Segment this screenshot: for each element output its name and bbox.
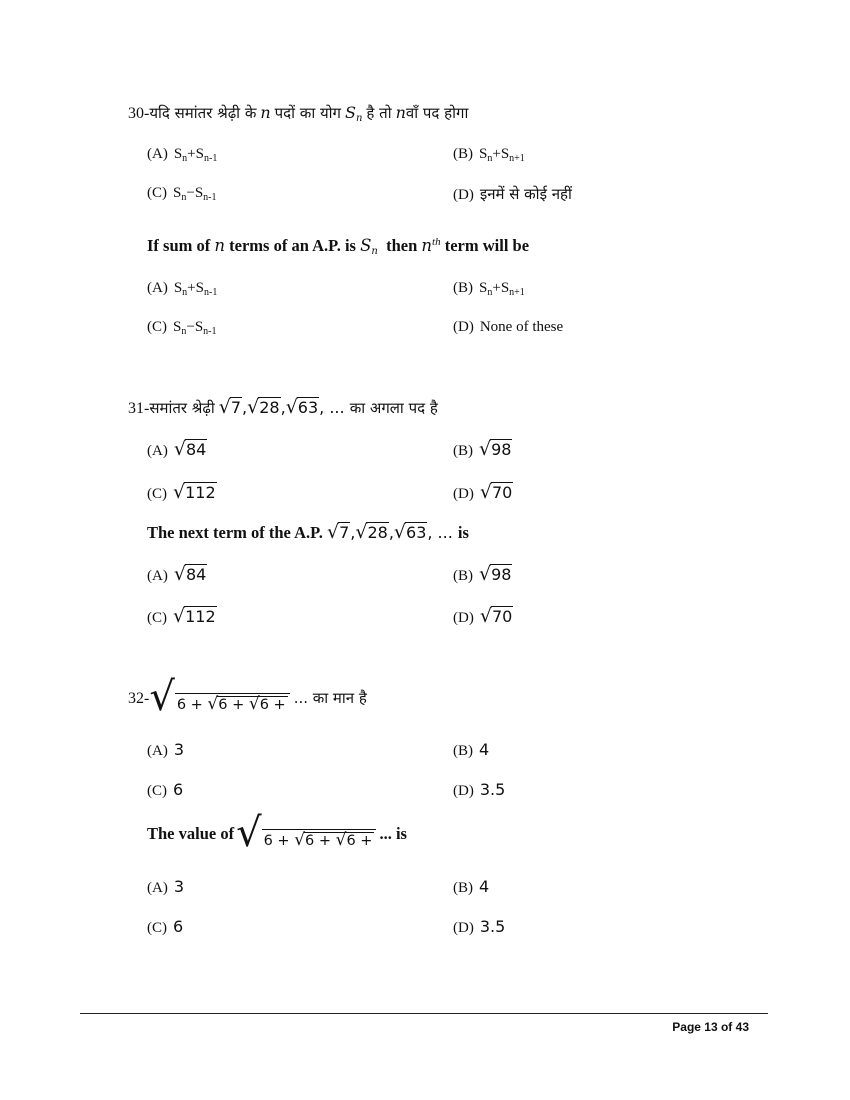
sqrt-icon: √ — [393, 521, 407, 543]
q32-en-option-d: (D) 3.5 — [453, 917, 506, 936]
question-number: 30- — [128, 105, 150, 122]
sqrt-icon: √ — [173, 481, 186, 503]
sqrt-icon: √ — [149, 674, 175, 720]
q32-en-option-a: (A) 3 — [147, 877, 185, 896]
q30-hi-option-d: (D) इनमें से कोई नहीं — [453, 185, 572, 203]
sqrt-icon: √ — [236, 810, 262, 856]
q32-en-option-c: (C) 6 — [147, 917, 184, 936]
q31-en-option-c: (C) √112 — [147, 605, 216, 627]
q30-english-question: If sum of n terms of an A.P. is $S_n$ then $n^{th}$ term will be — [147, 236, 530, 257]
nested-radical: √ 6 + √6 + √6 + — [236, 816, 376, 850]
q32-en-option-b: (B) 4 — [453, 877, 490, 896]
footer-divider — [80, 1013, 768, 1014]
nested-radical: √ 6 + √6 + √6 + — [149, 680, 289, 714]
sqrt-icon: √ — [479, 605, 492, 627]
q32-hi-option-d: (D) 3.5 — [453, 780, 506, 799]
q30-hindi-question: 30-यदि समांतर श्रेढ़ी के n पदों का योग $S_n$ है तो nवाँ पद होगा — [128, 103, 469, 124]
sqrt-icon: √ — [218, 396, 231, 418]
sqrt-icon: √ — [247, 396, 260, 418]
sqrt-icon: √ — [173, 563, 186, 585]
q30-hi-option-c: (C) $S_n-S_{n-1}$ — [147, 185, 217, 203]
q31-en-option-a: (A) √84 — [147, 563, 207, 585]
q30-en-option-d: (D) None of these — [453, 319, 564, 335]
q31-hi-option-d: (D) √70 — [453, 481, 513, 503]
q31-hi-option-a: (A) √84 — [147, 438, 207, 460]
sqrt-icon: √ — [335, 830, 347, 850]
q31-en-option-b: (B) √98 — [453, 563, 512, 585]
page-number: Page 13 of 43 — [672, 1020, 749, 1034]
q32-english-question: The value of √ 6 + √6 + √6 + ... is — [147, 810, 407, 856]
q31-hi-option-c: (C) √112 — [147, 481, 216, 503]
sqrt-icon: √ — [285, 396, 298, 418]
sequence: √7,√28,√63, ... — [326, 521, 453, 543]
sqrt-icon: √ — [248, 694, 260, 714]
sqrt-icon: √ — [173, 605, 186, 627]
q32-hi-option-c: (C) 6 — [147, 780, 184, 799]
sequence: √7,√28,√63, ... — [218, 396, 345, 418]
q31-en-option-d: (D) √70 — [453, 605, 513, 627]
sqrt-icon: √ — [479, 563, 492, 585]
sqrt-icon: √ — [479, 438, 492, 460]
q32-hi-option-a: (A) 3 — [147, 740, 185, 759]
q31-hindi-question: 31-समांतर श्रेढ़ी √7,√28,√63, ... का अगला पद है — [128, 396, 438, 418]
q30-hi-option-a: (A) $S_n+S_{n-1}$ — [147, 146, 218, 164]
question-number: 32- — [128, 690, 150, 707]
question-number: 31- — [128, 400, 150, 417]
q31-english-question: The next term of the A.P. √7,√28,√63, ... is — [147, 521, 469, 543]
q30-en-option-c: (C) $S_n-S_{n-1}$ — [147, 319, 217, 337]
sqrt-icon: √ — [326, 521, 340, 543]
q32-hi-option-b: (B) 4 — [453, 740, 490, 759]
q30-en-option-b: (B) $S_n+S_{n+1}$ — [453, 280, 525, 298]
q32-hindi-question: 32- √ 6 + √6 + √6 + ... का मान है — [128, 674, 367, 720]
sqrt-icon: √ — [355, 521, 368, 543]
sqrt-icon: √ — [479, 481, 492, 503]
q31-hi-option-b: (B) √98 — [453, 438, 512, 460]
q30-hi-option-b: (B) $S_n+S_{n+1}$ — [453, 146, 525, 164]
sqrt-icon: √ — [173, 438, 186, 460]
sqrt-icon: √ — [294, 830, 306, 850]
sqrt-icon: √ — [207, 694, 219, 714]
q30-en-option-a: (A) $S_n+S_{n-1}$ — [147, 280, 218, 298]
